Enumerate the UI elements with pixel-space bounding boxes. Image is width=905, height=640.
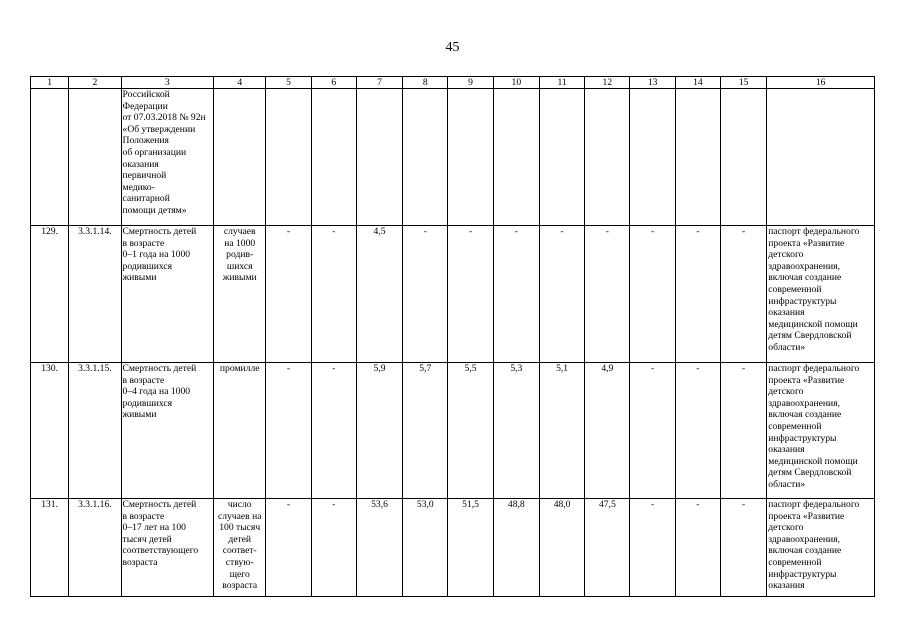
- column-header: 7: [356, 77, 402, 89]
- value-col-10-cell: 5,3: [493, 363, 539, 499]
- indicator-name-cell: Смертность детей в возрасте 0–17 лет на 100 тысяч детей соответствующего возраста: [121, 499, 214, 597]
- value-col-11-cell: 48,0: [539, 499, 584, 597]
- value-col-5-cell: -: [266, 226, 311, 363]
- value-col-12-cell: -: [585, 226, 630, 363]
- value-col-9-cell: 51,5: [448, 499, 493, 597]
- value-col-5-cell: -: [266, 363, 311, 499]
- column-header: 5: [266, 77, 311, 89]
- value-col-13-cell: -: [630, 499, 675, 597]
- row-number-cell: 130.: [31, 363, 69, 499]
- row-number-cell: [31, 89, 69, 226]
- indicator-code-cell: 3.3.1.14.: [69, 226, 121, 363]
- column-header: 15: [721, 77, 767, 89]
- value-col-12-cell: 47,5: [585, 499, 630, 597]
- value-col-6-cell: [311, 89, 356, 226]
- value-col-6-cell: -: [311, 499, 356, 597]
- column-header: 9: [448, 77, 493, 89]
- value-col-7-cell: 4,5: [356, 226, 402, 363]
- value-col-15-cell: [721, 89, 767, 226]
- value-col-8-cell: 53,0: [403, 499, 448, 597]
- value-col-10-cell: -: [493, 226, 539, 363]
- indicator-name-cell: Российской Федерации от 07.03.2018 № 92н «Об утверждении Положения об организации оказания первичной медико- санитарной помощи детям»: [121, 89, 214, 226]
- column-header: 13: [630, 77, 675, 89]
- value-col-13-cell: [630, 89, 675, 226]
- value-col-15-cell: -: [721, 363, 767, 499]
- column-header: 6: [311, 77, 356, 89]
- table-header-row: [31, 77, 875, 89]
- value-col-6-cell: -: [311, 226, 356, 363]
- column-header: 12: [585, 77, 630, 89]
- value-col-14-cell: -: [675, 363, 720, 499]
- value-col-6-cell: -: [311, 363, 356, 499]
- value-col-7-cell: 5,9: [356, 363, 402, 499]
- page-number: 45: [445, 40, 460, 55]
- unit-cell: число случаев на 100 тысяч детей соответ- ствую- щего возраста: [214, 499, 266, 597]
- row-number-cell: 129.: [31, 226, 69, 363]
- indicator-code-cell: 3.3.1.15.: [69, 363, 121, 499]
- value-col-11-cell: -: [539, 226, 584, 363]
- value-col-14-cell: -: [675, 499, 720, 597]
- value-col-8-cell: [403, 89, 448, 226]
- column-header: 14: [675, 77, 720, 89]
- value-col-5-cell: -: [266, 499, 311, 597]
- unit-cell: случаев на 1000 родив- шихся живыми: [214, 226, 266, 363]
- value-col-14-cell: -: [675, 226, 720, 363]
- value-col-10-cell: [493, 89, 539, 226]
- value-col-5-cell: [266, 89, 311, 226]
- column-header: 1: [31, 77, 69, 89]
- source-document-cell: паспорт федерального проекта «Развитие детского здравоохранения, включая создание современной инфраструктуры оказания медицинской помощи детям Свердловской области»: [767, 363, 875, 499]
- source-document-cell: паспорт федерального проекта «Развитие детского здравоохранения, включая создание современной инфраструктуры оказания медицинской помощи детям Свердловской области»: [767, 226, 875, 363]
- table-row: [31, 89, 875, 226]
- unit-cell: промилле: [214, 363, 266, 499]
- value-col-13-cell: -: [630, 363, 675, 499]
- column-header: 3: [121, 77, 214, 89]
- unit-cell: [214, 89, 266, 226]
- indicator-code-cell: 3.3.1.16.: [69, 499, 121, 597]
- column-header: 4: [214, 77, 266, 89]
- column-header: 16: [767, 77, 875, 89]
- value-col-12-cell: 4,9: [585, 363, 630, 499]
- source-document-cell: [767, 89, 875, 226]
- column-header: 10: [493, 77, 539, 89]
- value-col-14-cell: [675, 89, 720, 226]
- value-col-15-cell: -: [721, 226, 767, 363]
- column-header: 2: [69, 77, 121, 89]
- value-col-10-cell: 48,8: [493, 499, 539, 597]
- value-col-8-cell: -: [403, 226, 448, 363]
- value-col-9-cell: -: [448, 226, 493, 363]
- value-col-9-cell: [448, 89, 493, 226]
- table-row: [31, 499, 875, 597]
- indicator-name-cell: Смертность детей в возрасте 0–4 года на 1000 родившихся живыми: [121, 363, 214, 499]
- value-col-9-cell: 5,5: [448, 363, 493, 499]
- value-col-12-cell: [585, 89, 630, 226]
- table-row: [31, 363, 875, 499]
- value-col-8-cell: 5,7: [403, 363, 448, 499]
- column-header: 11: [539, 77, 584, 89]
- column-header: 8: [403, 77, 448, 89]
- indicator-name-cell: Смертность детей в возрасте 0–1 года на 1000 родившихся живыми: [121, 226, 214, 363]
- value-col-11-cell: [539, 89, 584, 226]
- value-col-13-cell: -: [630, 226, 675, 363]
- row-number-cell: 131.: [31, 499, 69, 597]
- value-col-7-cell: [356, 89, 402, 226]
- source-document-cell: паспорт федерального проекта «Развитие детского здравоохранения, включая создание современной инфраструктуры оказания: [767, 499, 875, 597]
- value-col-11-cell: 5,1: [539, 363, 584, 499]
- value-col-7-cell: 53,6: [356, 499, 402, 597]
- indicator-code-cell: [69, 89, 121, 226]
- table-row: [31, 226, 875, 363]
- value-col-15-cell: -: [721, 499, 767, 597]
- indicator-table: [30, 76, 875, 597]
